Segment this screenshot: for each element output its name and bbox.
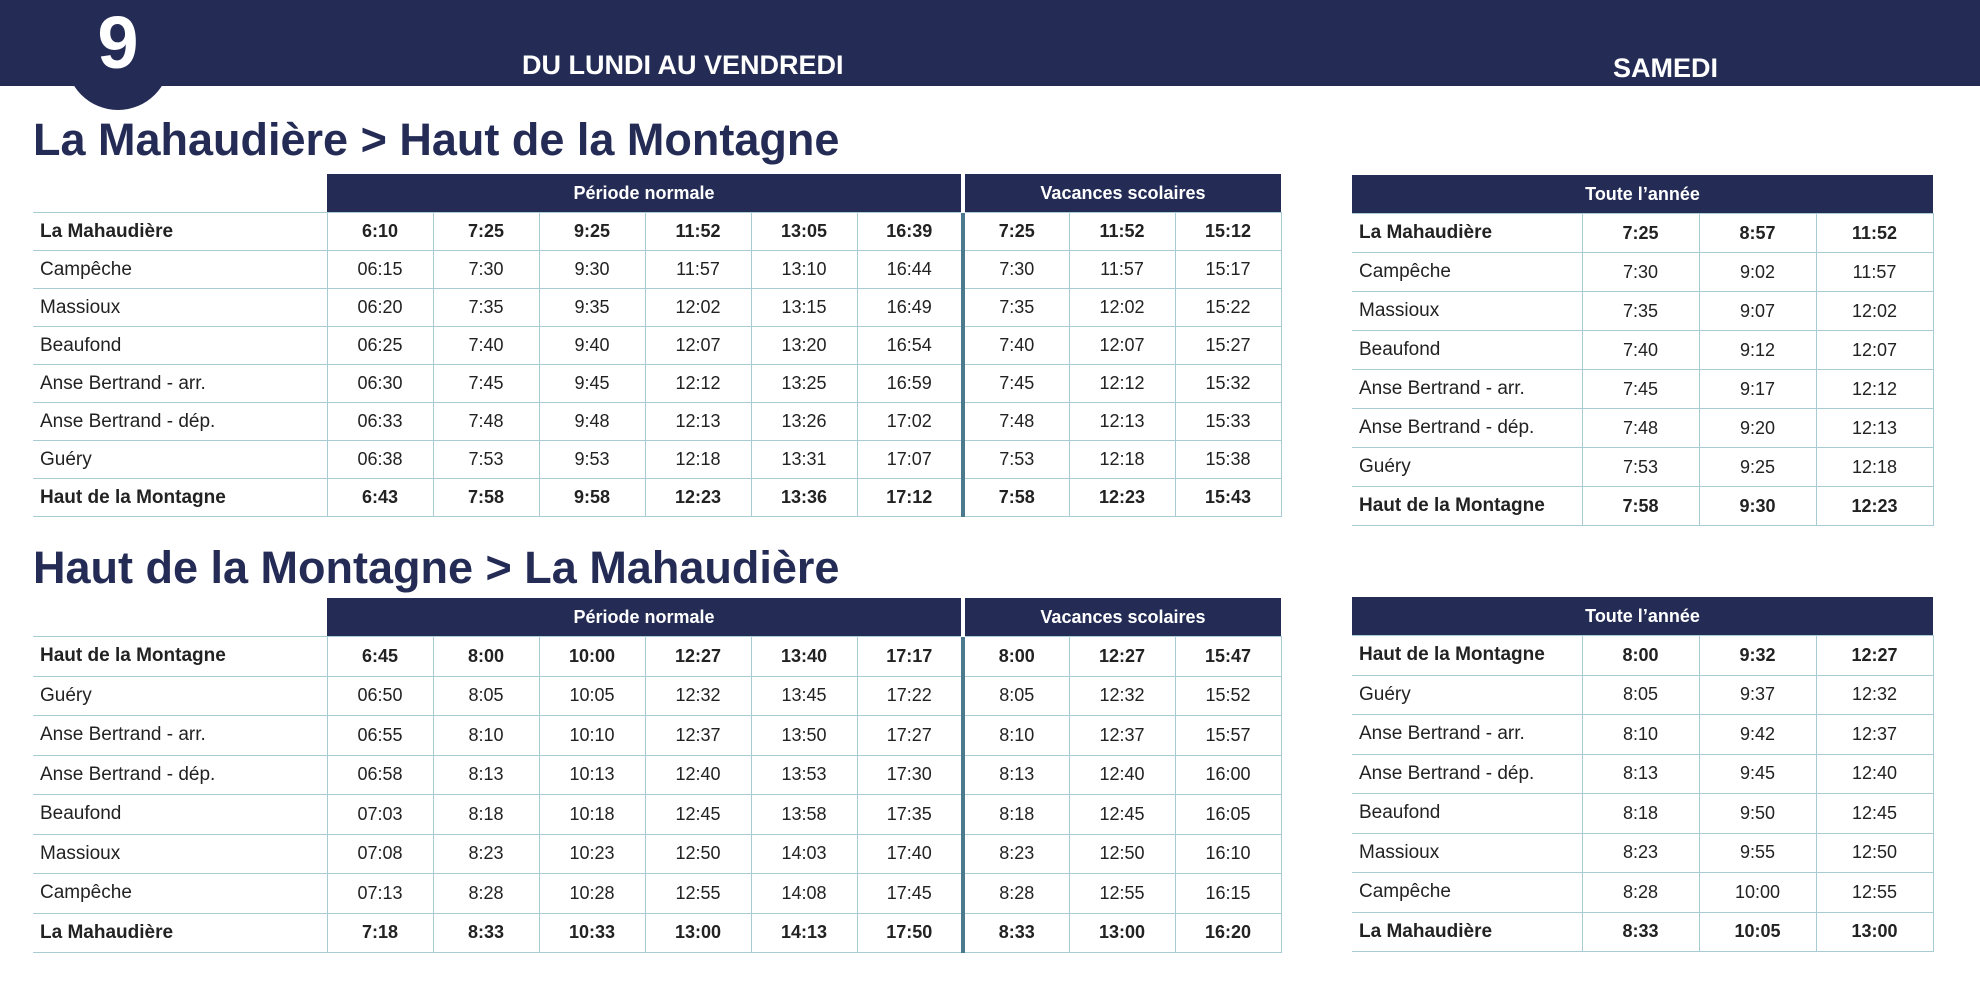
- time-cell: 16:20: [1175, 913, 1281, 953]
- stop-name: Guéry: [1352, 448, 1582, 487]
- time-cell: 12:12: [1816, 370, 1933, 409]
- time-cell: 8:00: [963, 637, 1069, 677]
- time-cell: 15:47: [1175, 637, 1281, 677]
- time-cell: 12:02: [1816, 292, 1933, 331]
- time-cell: 8:28: [1582, 873, 1699, 913]
- time-cell: 12:12: [1069, 365, 1175, 403]
- time-cell: 7:48: [433, 403, 539, 441]
- stop-name: Campêche: [33, 874, 327, 914]
- time-cell: 9:45: [539, 365, 645, 403]
- time-cell: 13:00: [1816, 912, 1933, 952]
- time-cell: 7:25: [1582, 214, 1699, 253]
- time-cell: 8:33: [963, 913, 1069, 953]
- time-cell: 13:15: [751, 289, 857, 327]
- time-cell: 12:45: [1069, 795, 1175, 835]
- time-cell: 7:58: [963, 479, 1069, 517]
- time-cell: 9:17: [1699, 370, 1816, 409]
- time-cell: 12:02: [1069, 289, 1175, 327]
- stop-name: Haut de la Montagne: [1352, 636, 1582, 676]
- time-cell: 13:40: [751, 637, 857, 677]
- time-cell: 06:20: [327, 289, 433, 327]
- table-row: [1352, 409, 1933, 448]
- time-cell: 8:05: [433, 676, 539, 716]
- table-row: [33, 795, 1281, 835]
- time-cell: 15:12: [1175, 213, 1281, 251]
- time-cell: 8:10: [963, 716, 1069, 756]
- time-cell: 8:13: [1582, 754, 1699, 794]
- time-cell: 8:00: [1582, 636, 1699, 676]
- time-cell: 12:50: [1816, 833, 1933, 873]
- time-cell: 7:35: [1582, 292, 1699, 331]
- time-cell: 12:23: [1816, 487, 1933, 526]
- outbound-weekday-timetable: [33, 174, 1282, 517]
- time-cell: 9:45: [1699, 754, 1816, 794]
- time-cell: 16:59: [857, 365, 963, 403]
- time-cell: 15:33: [1175, 403, 1281, 441]
- table-row: [1352, 487, 1933, 526]
- header-school-holidays: Vacances scolaires: [963, 174, 1281, 213]
- table-row: [1352, 253, 1933, 292]
- time-cell: 10:33: [539, 913, 645, 953]
- time-cell: 12:55: [1816, 873, 1933, 913]
- table-row: [1352, 292, 1933, 331]
- time-cell: 13:00: [645, 913, 751, 953]
- stop-name: Guéry: [1352, 675, 1582, 715]
- time-cell: 9:30: [539, 251, 645, 289]
- stop-name: Massioux: [33, 289, 327, 327]
- time-cell: 7:58: [1582, 487, 1699, 526]
- time-cell: 11:57: [645, 251, 751, 289]
- time-cell: 13:10: [751, 251, 857, 289]
- table-row: [33, 479, 1281, 517]
- time-cell: 15:27: [1175, 327, 1281, 365]
- time-cell: 16:54: [857, 327, 963, 365]
- time-cell: 12:07: [1069, 327, 1175, 365]
- time-cell: 12:37: [1816, 715, 1933, 755]
- time-cell: 11:52: [1069, 213, 1175, 251]
- table-row: [33, 716, 1281, 756]
- time-cell: 13:50: [751, 716, 857, 756]
- time-cell: 8:57: [1699, 214, 1816, 253]
- time-cell: 7:48: [1582, 409, 1699, 448]
- time-cell: 13:53: [751, 755, 857, 795]
- time-cell: 12:32: [645, 676, 751, 716]
- time-cell: 8:00: [433, 637, 539, 677]
- time-cell: 9:12: [1699, 331, 1816, 370]
- time-cell: 07:03: [327, 795, 433, 835]
- time-cell: 12:37: [645, 716, 751, 756]
- stop-name: Campêche: [1352, 873, 1582, 913]
- stop-name: Beaufond: [1352, 794, 1582, 834]
- header-all-year: Toute l’année: [1352, 175, 1933, 214]
- time-cell: 9:53: [539, 441, 645, 479]
- table-row: [33, 289, 1281, 327]
- time-cell: 12:40: [645, 755, 751, 795]
- time-cell: 12:23: [1069, 479, 1175, 517]
- inbound-route-title: Haut de la Montagne > La Mahaudière: [33, 542, 840, 593]
- time-cell: 06:30: [327, 365, 433, 403]
- time-cell: 7:45: [1582, 370, 1699, 409]
- stop-name: Anse Bertrand - arr.: [1352, 370, 1582, 409]
- time-cell: 17:45: [857, 874, 963, 914]
- time-cell: 12:02: [645, 289, 751, 327]
- time-cell: 13:31: [751, 441, 857, 479]
- time-cell: 12:13: [645, 403, 751, 441]
- header-normal-period: Période normale: [327, 598, 963, 637]
- time-cell: 9:25: [1699, 448, 1816, 487]
- time-cell: 9:07: [1699, 292, 1816, 331]
- time-cell: 06:50: [327, 676, 433, 716]
- time-cell: 06:58: [327, 755, 433, 795]
- table-row: [33, 755, 1281, 795]
- table-row: [33, 441, 1281, 479]
- stop-name: Beaufond: [33, 795, 327, 835]
- time-cell: 10:05: [539, 676, 645, 716]
- table-row: [1352, 331, 1933, 370]
- time-cell: 16:10: [1175, 834, 1281, 874]
- table-row: [33, 251, 1281, 289]
- table-row: [33, 365, 1281, 403]
- time-cell: 07:08: [327, 834, 433, 874]
- time-cell: 12:45: [645, 795, 751, 835]
- time-cell: 12:27: [1069, 637, 1175, 677]
- time-cell: 12:55: [645, 874, 751, 914]
- time-cell: 9:42: [1699, 715, 1816, 755]
- time-cell: 17:12: [857, 479, 963, 517]
- time-cell: 16:44: [857, 251, 963, 289]
- table-row: [1352, 448, 1933, 487]
- time-cell: 6:45: [327, 637, 433, 677]
- time-cell: 12:27: [645, 637, 751, 677]
- time-cell: 16:39: [857, 213, 963, 251]
- time-cell: 7:45: [963, 365, 1069, 403]
- time-cell: 8:10: [1582, 715, 1699, 755]
- time-cell: 06:15: [327, 251, 433, 289]
- time-cell: 7:30: [963, 251, 1069, 289]
- stop-name: Guéry: [33, 676, 327, 716]
- time-cell: 17:27: [857, 716, 963, 756]
- time-cell: 8:18: [963, 795, 1069, 835]
- time-cell: 7:25: [963, 213, 1069, 251]
- time-cell: 14:08: [751, 874, 857, 914]
- time-cell: 7:53: [1582, 448, 1699, 487]
- time-cell: 12:50: [1069, 834, 1175, 874]
- time-cell: 06:55: [327, 716, 433, 756]
- time-cell: 6:10: [327, 213, 433, 251]
- time-cell: 06:25: [327, 327, 433, 365]
- time-cell: 17:02: [857, 403, 963, 441]
- time-cell: 9:20: [1699, 409, 1816, 448]
- time-cell: 06:33: [327, 403, 433, 441]
- time-cell: 15:32: [1175, 365, 1281, 403]
- time-cell: 7:30: [433, 251, 539, 289]
- time-cell: 17:40: [857, 834, 963, 874]
- stop-name: Massioux: [1352, 833, 1582, 873]
- time-cell: 15:38: [1175, 441, 1281, 479]
- time-cell: 12:37: [1069, 716, 1175, 756]
- time-cell: 12:13: [1069, 403, 1175, 441]
- time-cell: 8:23: [963, 834, 1069, 874]
- time-cell: 9:50: [1699, 794, 1816, 834]
- time-cell: 17:22: [857, 676, 963, 716]
- time-cell: 12:32: [1069, 676, 1175, 716]
- line-number-badge: 9: [66, 0, 170, 110]
- outbound-route-title: La Mahaudière > Haut de la Montagne: [33, 114, 840, 165]
- time-cell: 8:18: [1582, 794, 1699, 834]
- time-cell: 06:38: [327, 441, 433, 479]
- time-cell: 10:13: [539, 755, 645, 795]
- stop-name: La Mahaudière: [33, 913, 327, 953]
- time-cell: 8:05: [963, 676, 1069, 716]
- time-cell: 7:58: [433, 479, 539, 517]
- time-cell: 12:27: [1816, 636, 1933, 676]
- stop-name: La Mahaudière: [33, 213, 327, 251]
- time-cell: 17:30: [857, 755, 963, 795]
- time-cell: 10:23: [539, 834, 645, 874]
- time-cell: 13:20: [751, 327, 857, 365]
- time-cell: 10:05: [1699, 912, 1816, 952]
- table-row: [1352, 214, 1933, 253]
- time-cell: 11:52: [1816, 214, 1933, 253]
- time-cell: 7:18: [327, 913, 433, 953]
- saturday-label: SAMEDI: [1613, 53, 1719, 83]
- time-cell: 12:07: [645, 327, 751, 365]
- time-cell: 12:32: [1816, 675, 1933, 715]
- stop-name: Massioux: [1352, 292, 1582, 331]
- time-cell: 12:12: [645, 365, 751, 403]
- time-cell: 11:57: [1816, 253, 1933, 292]
- time-cell: 7:40: [963, 327, 1069, 365]
- time-cell: 9:35: [539, 289, 645, 327]
- time-cell: 17:17: [857, 637, 963, 677]
- time-cell: 9:32: [1699, 636, 1816, 676]
- table-row: [33, 874, 1281, 914]
- time-cell: 12:50: [645, 834, 751, 874]
- time-cell: 8:18: [433, 795, 539, 835]
- time-cell: 13:05: [751, 213, 857, 251]
- time-cell: 8:28: [433, 874, 539, 914]
- time-cell: 12:40: [1816, 754, 1933, 794]
- time-cell: 12:07: [1816, 331, 1933, 370]
- stop-name: Massioux: [33, 834, 327, 874]
- weekdays-label: DU LUNDI AU VENDREDI: [522, 50, 844, 80]
- table-row: [33, 834, 1281, 874]
- stop-name: Anse Bertrand - arr.: [33, 716, 327, 756]
- time-cell: 10:10: [539, 716, 645, 756]
- stop-name: Haut de la Montagne: [33, 479, 327, 517]
- time-cell: 15:57: [1175, 716, 1281, 756]
- header-all-year: Toute l’année: [1352, 597, 1933, 636]
- time-cell: 8:13: [963, 755, 1069, 795]
- time-cell: 8:33: [433, 913, 539, 953]
- inbound-saturday-timetable: [1352, 597, 1934, 952]
- time-cell: 7:48: [963, 403, 1069, 441]
- time-cell: 8:23: [1582, 833, 1699, 873]
- time-cell: 9:58: [539, 479, 645, 517]
- time-cell: 12:23: [645, 479, 751, 517]
- stop-name: Anse Bertrand - arr.: [33, 365, 327, 403]
- stop-name: La Mahaudière: [1352, 912, 1582, 952]
- table-row: [1352, 873, 1933, 913]
- time-cell: 13:26: [751, 403, 857, 441]
- stop-name: Campêche: [1352, 253, 1582, 292]
- time-cell: 9:25: [539, 213, 645, 251]
- table-row: [33, 676, 1281, 716]
- stop-name: Anse Bertrand - arr.: [1352, 715, 1582, 755]
- time-cell: 12:55: [1069, 874, 1175, 914]
- time-cell: 8:13: [433, 755, 539, 795]
- time-cell: 7:35: [963, 289, 1069, 327]
- time-cell: 13:36: [751, 479, 857, 517]
- stop-name: Anse Bertrand - dép.: [33, 755, 327, 795]
- stop-name: Campêche: [33, 251, 327, 289]
- time-cell: 9:55: [1699, 833, 1816, 873]
- time-cell: 9:02: [1699, 253, 1816, 292]
- time-cell: 17:50: [857, 913, 963, 953]
- time-cell: 9:40: [539, 327, 645, 365]
- table-row: [1352, 636, 1933, 676]
- time-cell: 12:18: [1069, 441, 1175, 479]
- outbound-saturday-timetable: [1352, 175, 1934, 526]
- time-cell: 11:57: [1069, 251, 1175, 289]
- time-cell: 12:45: [1816, 794, 1933, 834]
- time-cell: 9:30: [1699, 487, 1816, 526]
- time-cell: 8:23: [433, 834, 539, 874]
- time-cell: 15:52: [1175, 676, 1281, 716]
- time-cell: 14:13: [751, 913, 857, 953]
- time-cell: 10:18: [539, 795, 645, 835]
- table-row: [1352, 912, 1933, 952]
- table-row: [1352, 675, 1933, 715]
- time-cell: 7:40: [1582, 331, 1699, 370]
- time-cell: 12:18: [1816, 448, 1933, 487]
- time-cell: 7:40: [433, 327, 539, 365]
- time-cell: 13:58: [751, 795, 857, 835]
- time-cell: 7:25: [433, 213, 539, 251]
- table-row: [1352, 794, 1933, 834]
- stop-name: Guéry: [33, 441, 327, 479]
- time-cell: 8:28: [963, 874, 1069, 914]
- time-cell: 10:28: [539, 874, 645, 914]
- stop-name: Haut de la Montagne: [1352, 487, 1582, 526]
- table-row: [33, 327, 1281, 365]
- time-cell: 8:05: [1582, 675, 1699, 715]
- time-cell: 12:13: [1816, 409, 1933, 448]
- time-cell: 7:45: [433, 365, 539, 403]
- time-cell: 16:05: [1175, 795, 1281, 835]
- time-cell: 12:40: [1069, 755, 1175, 795]
- time-cell: 17:07: [857, 441, 963, 479]
- time-cell: 11:52: [645, 213, 751, 251]
- time-cell: 13:00: [1069, 913, 1175, 953]
- time-cell: 15:43: [1175, 479, 1281, 517]
- table-row: [1352, 833, 1933, 873]
- table-row: [33, 637, 1281, 677]
- inbound-weekday-timetable: [33, 598, 1282, 953]
- stop-name: La Mahaudière: [1352, 214, 1582, 253]
- table-row: [33, 913, 1281, 953]
- table-row: [1352, 370, 1933, 409]
- time-cell: 16:15: [1175, 874, 1281, 914]
- time-cell: 16:49: [857, 289, 963, 327]
- stop-name: Anse Bertrand - dép.: [33, 403, 327, 441]
- stop-name: Beaufond: [33, 327, 327, 365]
- time-cell: 07:13: [327, 874, 433, 914]
- time-cell: 7:53: [963, 441, 1069, 479]
- time-cell: 6:43: [327, 479, 433, 517]
- time-cell: 12:18: [645, 441, 751, 479]
- time-cell: 15:22: [1175, 289, 1281, 327]
- table-row: [1352, 754, 1933, 794]
- table-row: [1352, 715, 1933, 755]
- stop-name: Haut de la Montagne: [33, 637, 327, 677]
- header-school-holidays: Vacances scolaires: [963, 598, 1281, 637]
- time-cell: 14:03: [751, 834, 857, 874]
- time-cell: 9:48: [539, 403, 645, 441]
- time-cell: 8:10: [433, 716, 539, 756]
- time-cell: 7:30: [1582, 253, 1699, 292]
- time-cell: 10:00: [1699, 873, 1816, 913]
- time-cell: 17:35: [857, 795, 963, 835]
- stop-name: Beaufond: [1352, 331, 1582, 370]
- time-cell: 8:33: [1582, 912, 1699, 952]
- header-normal-period: Période normale: [327, 174, 963, 213]
- time-cell: 7:53: [433, 441, 539, 479]
- time-cell: 13:45: [751, 676, 857, 716]
- time-cell: 7:35: [433, 289, 539, 327]
- time-cell: 9:37: [1699, 675, 1816, 715]
- stop-name: Anse Bertrand - dép.: [1352, 409, 1582, 448]
- time-cell: 10:00: [539, 637, 645, 677]
- table-row: [33, 213, 1281, 251]
- table-row: [33, 403, 1281, 441]
- time-cell: 13:25: [751, 365, 857, 403]
- stop-name: Anse Bertrand - dép.: [1352, 754, 1582, 794]
- time-cell: 15:17: [1175, 251, 1281, 289]
- time-cell: 16:00: [1175, 755, 1281, 795]
